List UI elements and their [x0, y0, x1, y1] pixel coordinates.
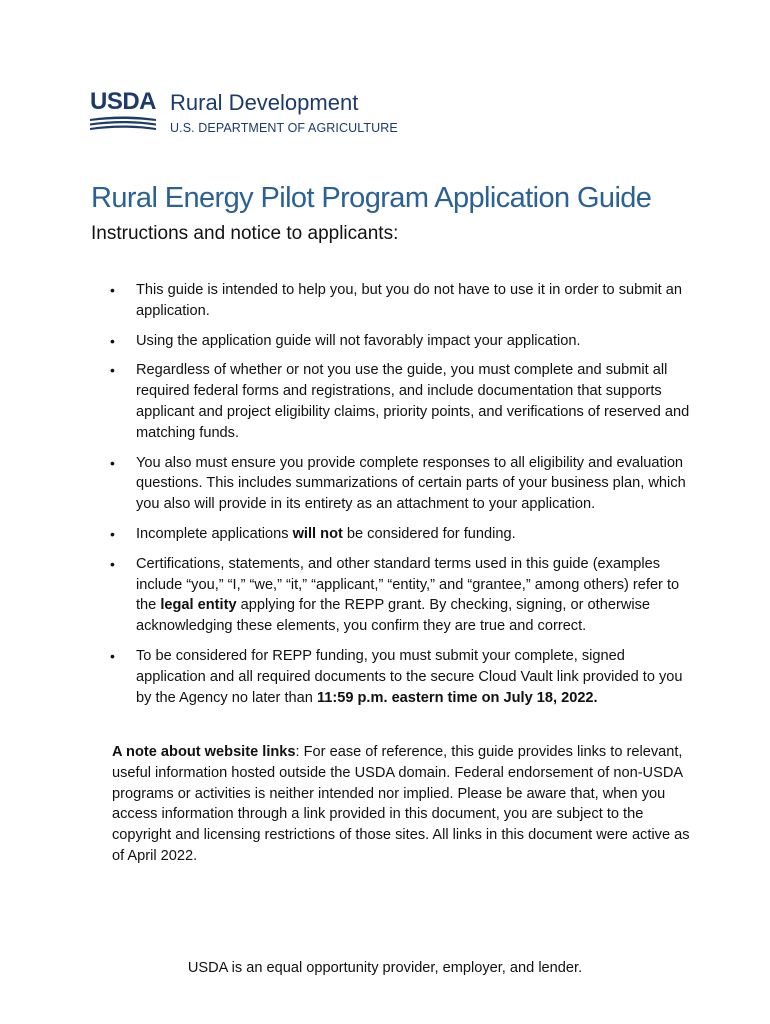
usda-logo-mark	[90, 88, 157, 138]
bullet-icon: •	[110, 362, 115, 379]
list-item-text: Regardless of whether or not you use the guide, you must complete and submit all required federal forms and registrations, and include documentation that supports applicant and project eligibility claims, priority points, and verifications of reserved and matching funds.	[136, 362, 690, 441]
list-item-text: be considered for funding.	[342, 525, 516, 542]
list-item-emphasis: 11:59 p.m. eastern time on July 18, 2022.	[316, 689, 598, 706]
bullet-icon: •	[110, 647, 115, 664]
list-item	[110, 360, 690, 443]
document-title: Rural Energy Pilot Program Application Guide	[91, 182, 652, 214]
bullet-icon: •	[110, 525, 115, 542]
list-item	[110, 453, 690, 515]
department-name: U.S. DEPARTMENT OF AGRICULTURE	[170, 121, 398, 135]
bullet-icon: •	[110, 555, 115, 572]
equal-opportunity-footer: USDA is an equal opportunity provider, employer, and lender.	[187, 960, 583, 976]
list-item	[110, 554, 690, 637]
agency-name: Rural Development	[170, 90, 359, 115]
logo-acronym: USDA	[90, 88, 157, 115]
list-item-text: applying for the REPP grant. By checking, signing, or otherwise acknowledging these elements, you confirm they are true and correct.	[136, 597, 651, 635]
usda-rural-development-logo	[90, 88, 410, 142]
note-heading: A note about website links	[112, 744, 296, 760]
list-item-text: Using the application guide will not favorably impact your application.	[136, 332, 581, 349]
note-body: : For ease of reference, this guide provides links to relevant, useful information hosted outside the USDA domain. Federal endorsement of non-USDA programs or activities is neither intended nor implied. Please be aware that, when you access information through a link provided in this document, you are subject to the copyright and licensing restrictions of those sites. All links in this document were active as of April 2022.	[112, 744, 690, 864]
list-item-emphasis: legal entity	[160, 597, 237, 614]
website-links-note	[112, 742, 692, 867]
list-item-text: Incomplete applications	[136, 525, 293, 542]
list-item-text: You also must ensure you provide complete responses to all eligibility and evaluation questions. This includes summarizations of certain parts of your business plan, which you also will provide in its entirety as an attachment to your application.	[136, 454, 686, 513]
list-item	[110, 524, 690, 545]
bullet-icon: •	[110, 282, 115, 298]
list-item	[110, 646, 690, 708]
list-item-text: To be considered for REPP funding, you must submit your complete, signed application and all required documents to the secure Cloud Vault link provided to you by the Agency no later than	[136, 647, 683, 706]
list-item	[110, 331, 690, 352]
list-item-emphasis: will not	[292, 525, 343, 542]
list-item	[110, 280, 690, 322]
bullet-icon: •	[110, 454, 115, 471]
field-waves-icon	[90, 116, 156, 132]
list-item-text: Certifications, statements, and other standard terms used in this guide (examples include “you,” “I,” “we,” “it,” “applicant,” “entity,” and “grantee,” among others) refer to the	[136, 555, 680, 614]
list-item-text: This guide is intended to help you, but you do not have to use it in order to submit an application.	[136, 282, 682, 319]
instructions-list	[110, 280, 690, 717]
document-subtitle: Instructions and notice to applicants:	[91, 223, 399, 244]
bullet-icon: •	[110, 332, 115, 349]
